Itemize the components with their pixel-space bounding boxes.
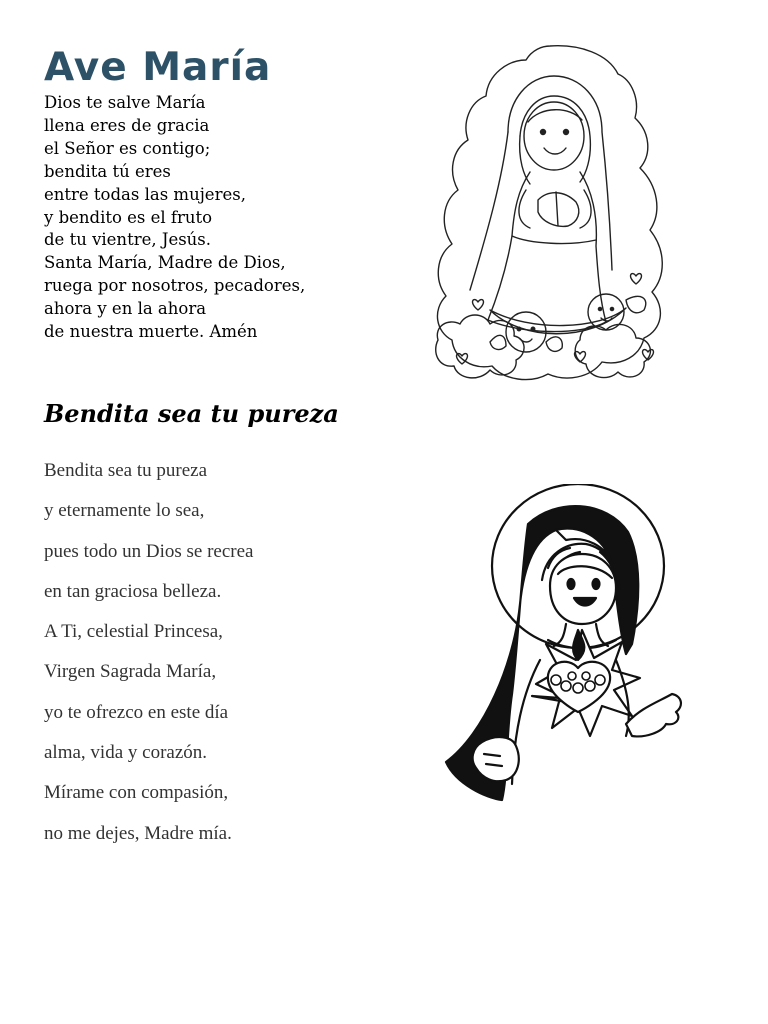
prayer-line: en tan graciosa belleza.	[44, 580, 222, 602]
prayer-line: ahora y en la ahora	[44, 299, 207, 319]
prayer-line: ruega por nosotros, pecadores,	[44, 276, 306, 296]
prayer-line: entre todas las mujeres,	[44, 184, 246, 204]
prayer-line: de tu vientre, Jesús.	[44, 230, 212, 250]
prayer-line: Mírame con compasión,	[44, 782, 229, 804]
prayer-line: no me dejes, Madre mía.	[44, 822, 232, 844]
prayer-line: de nuestra muerte. Amén	[44, 322, 258, 342]
prayer-line: Bendita sea tu pureza	[44, 460, 208, 481]
prayer-line: pues todo un Dios se recrea	[44, 540, 254, 562]
prayer-line: llena eres de gracia	[44, 115, 210, 135]
bendita-title: Bendita sea tu pureza	[44, 399, 339, 428]
virgin-mary-sacred-heart-illustration	[436, 484, 686, 808]
prayer-line: y bendito es el fruto	[44, 207, 213, 227]
prayer-line: y eternamente lo sea,	[44, 500, 205, 522]
prayer-line: A Ti, celestial Princesa,	[44, 621, 223, 643]
bendita-prayer	[44, 451, 253, 854]
prayer-line: yo te ofrezco en este día	[44, 701, 229, 723]
ave-maria-title: Ave María	[44, 45, 272, 90]
virgin-mary-cherubs-illustration	[430, 40, 670, 400]
prayer-line: bendita tú eres	[44, 161, 171, 181]
prayer-line: Dios te salve María	[44, 93, 206, 112]
prayer-line: Virgen Sagrada María,	[44, 661, 217, 683]
ave-maria-prayer	[44, 92, 305, 344]
prayer-line: el Señor es contigo;	[44, 138, 211, 158]
prayer-line: alma, vida y corazón.	[44, 742, 208, 764]
prayer-line: Santa María, Madre de Dios,	[44, 253, 286, 273]
